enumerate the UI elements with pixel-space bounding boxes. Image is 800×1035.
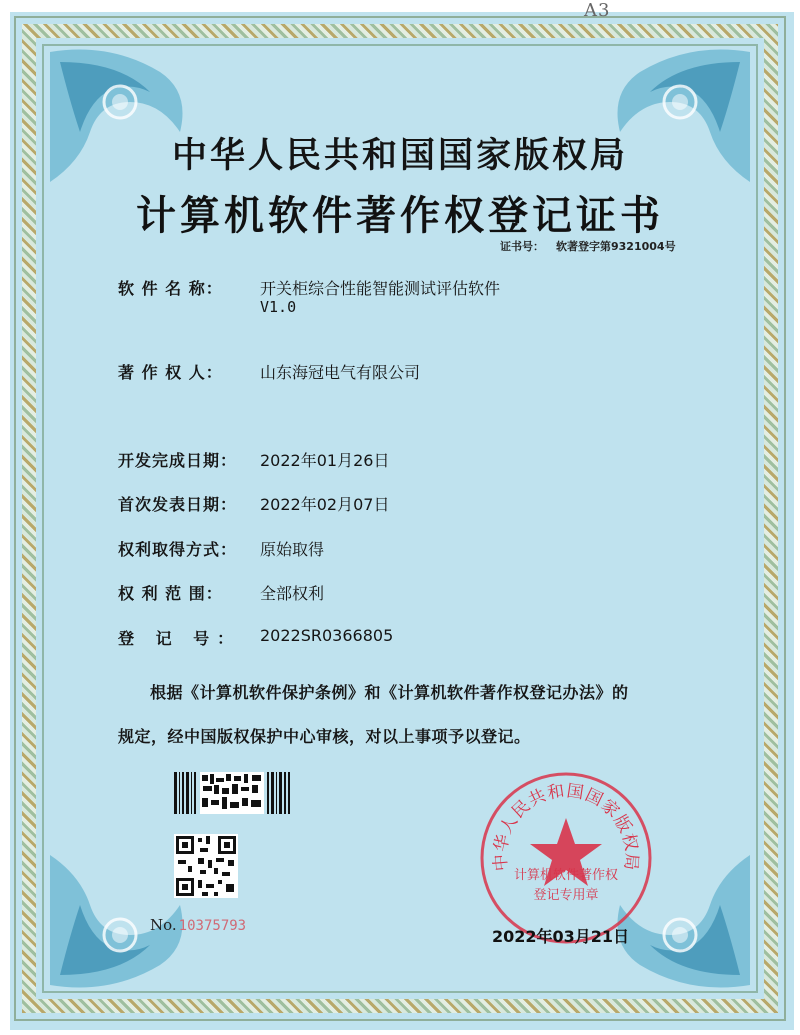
field-label: 软 件 名 称：: [118, 279, 223, 298]
acquisition-method-value: 原始取得: [260, 540, 325, 559]
certificate-number-value: 软著登字第9321004号: [556, 240, 676, 253]
serial-number-value: 10375793: [178, 918, 247, 934]
barcode: [174, 772, 290, 814]
issue-date: 2022年03月21日: [492, 927, 630, 946]
seal-ring-text: 中华人民共和国国家版权局: [490, 781, 642, 872]
field-label: 登 记 号：: [118, 629, 242, 648]
serial-number: [150, 916, 246, 934]
registration-number-value: 2022SR0366805: [260, 626, 394, 645]
certificate-title: 计算机软件著作权登记证书: [136, 192, 664, 239]
handwritten-note: A3: [584, 0, 611, 21]
field-label: 首次发表日期：: [118, 495, 238, 514]
field-label: 著 作 权 人：: [118, 363, 223, 382]
first-publication-date-value: 2022年02月07日: [260, 495, 390, 514]
seal-line-2: 登记专用章: [533, 888, 599, 903]
certificate-number-label: 证书号：: [500, 240, 544, 253]
official-seal: [476, 768, 656, 948]
seal-ring: [476, 768, 656, 948]
certificate-number: [500, 238, 676, 254]
statement-line-2: 规定，经中国版权保护中心审核，对以上事项予以登记。: [118, 727, 531, 746]
field-label: 开发完成日期：: [118, 451, 238, 470]
statement-line-1: 根据《计算机软件保护条例》和《计算机软件著作权登记办法》的: [150, 683, 629, 702]
copyright-owner-value: 山东海冠电气有限公司: [260, 363, 421, 382]
field-label: 权利取得方式：: [118, 540, 238, 559]
seal-line-1: 计算机软件著作权: [513, 868, 618, 883]
software-name-value: 开关柜综合性能智能测试评估软件: [260, 279, 501, 298]
issuer-name: 中华人民共和国国家版权局: [171, 136, 628, 176]
field-label: 权 利 范 围：: [118, 584, 223, 603]
qr-code: [174, 834, 238, 898]
rights-scope-value: 全部权利: [260, 584, 325, 603]
completion-date-value: 2022年01月26日: [260, 451, 390, 470]
serial-prefix: No.: [150, 916, 177, 934]
software-version-value: V1.0: [260, 298, 297, 316]
